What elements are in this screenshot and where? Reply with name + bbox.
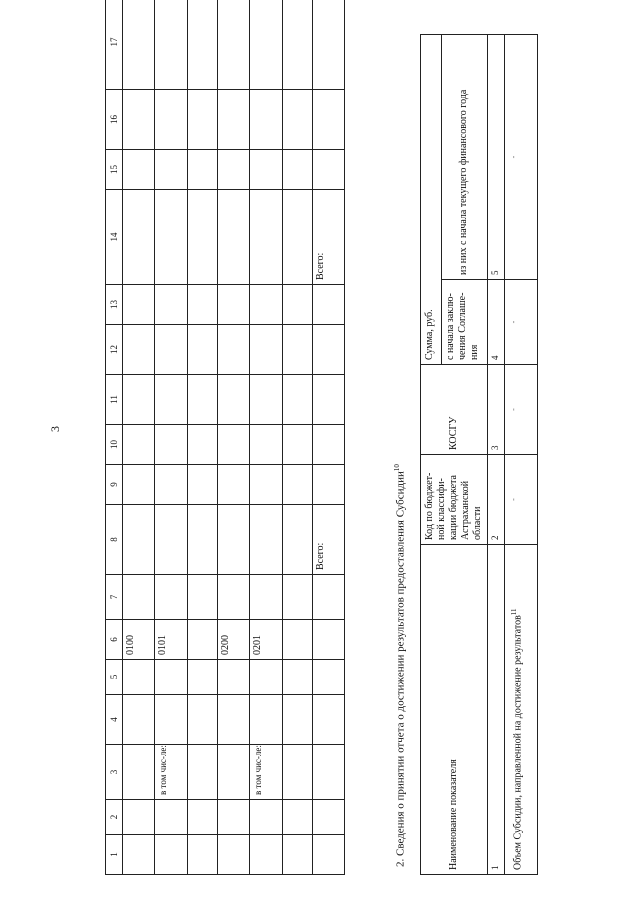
value-cell: - [505, 455, 538, 545]
page-number: 3 [48, 426, 62, 432]
table-row [250, 0, 283, 875]
col-number: 4 [106, 695, 123, 745]
col-number: 14 [106, 190, 123, 285]
table-row [188, 0, 218, 875]
col-number: 6 [106, 620, 123, 660]
row-label: Объем Субсидии, направленной на достижение результатов$^{11}$ [505, 545, 538, 875]
col-number: 2 [488, 455, 505, 545]
table-header-row [421, 34, 442, 874]
section-title-text: 2. Сведения о принятии отчета о достижении результатов предоставления Субсидии [394, 471, 407, 867]
total-label: Всего: [313, 190, 345, 285]
col-number: 3 [488, 365, 505, 455]
header-budget-code: Код по бюджет-ной классифи-кации бюджета Астраханской области [421, 455, 488, 545]
code-cell: 0201 [250, 620, 283, 660]
col-number: 12 [106, 325, 123, 375]
col-number: 17 [106, 0, 123, 90]
col-number: 10 [106, 425, 123, 465]
col-number: 7 [106, 575, 123, 620]
footnote-marker: 10 [393, 464, 401, 472]
col-number: 2 [106, 800, 123, 835]
header-indicator-name: Наименование показателя [421, 545, 488, 875]
col-number: 15 [106, 150, 123, 190]
col-number: 13 [106, 285, 123, 325]
col-number: 9 [106, 465, 123, 505]
col-number: 11 [106, 375, 123, 425]
table-row [283, 0, 313, 875]
report-acceptance-table [420, 34, 538, 875]
col-number: 1 [106, 835, 123, 875]
in-number-label: в том чис-ле: [155, 745, 188, 800]
table-row-total [313, 0, 345, 875]
header-sum-from-start: с начала заклю-чения Соглаше-ния [441, 280, 487, 365]
col-number: 4 [488, 280, 505, 365]
col-number: 5 [106, 660, 123, 695]
column-number-row [106, 0, 123, 875]
section-title [393, 464, 407, 867]
footnote-marker: 11 [510, 608, 518, 616]
value-cell: - [505, 34, 538, 279]
in-number-label: в том чис-ле: [250, 745, 283, 800]
header-kosgu: КОСГУ [421, 365, 488, 455]
value-cell: - [505, 365, 538, 455]
col-number: 5 [488, 34, 505, 279]
header-sum-current-year: из них с начала текущего финансового года [441, 34, 487, 279]
table-row [218, 0, 250, 875]
header-sum: Сумма, руб. [421, 34, 442, 364]
code-cell: 0200 [218, 620, 250, 660]
col-number: 3 [106, 745, 123, 800]
column-number-row [488, 34, 505, 874]
code-cell: 0101 [155, 620, 188, 660]
table-row [123, 0, 155, 875]
code-cell: 0100 [123, 620, 155, 660]
results-table [105, 0, 345, 875]
value-cell: - [505, 280, 538, 365]
table-row [505, 34, 538, 874]
col-number: 1 [488, 545, 505, 875]
total-label: Всего: [313, 505, 345, 575]
col-number: 16 [106, 90, 123, 150]
table-row [155, 0, 188, 875]
col-number: 8 [106, 505, 123, 575]
